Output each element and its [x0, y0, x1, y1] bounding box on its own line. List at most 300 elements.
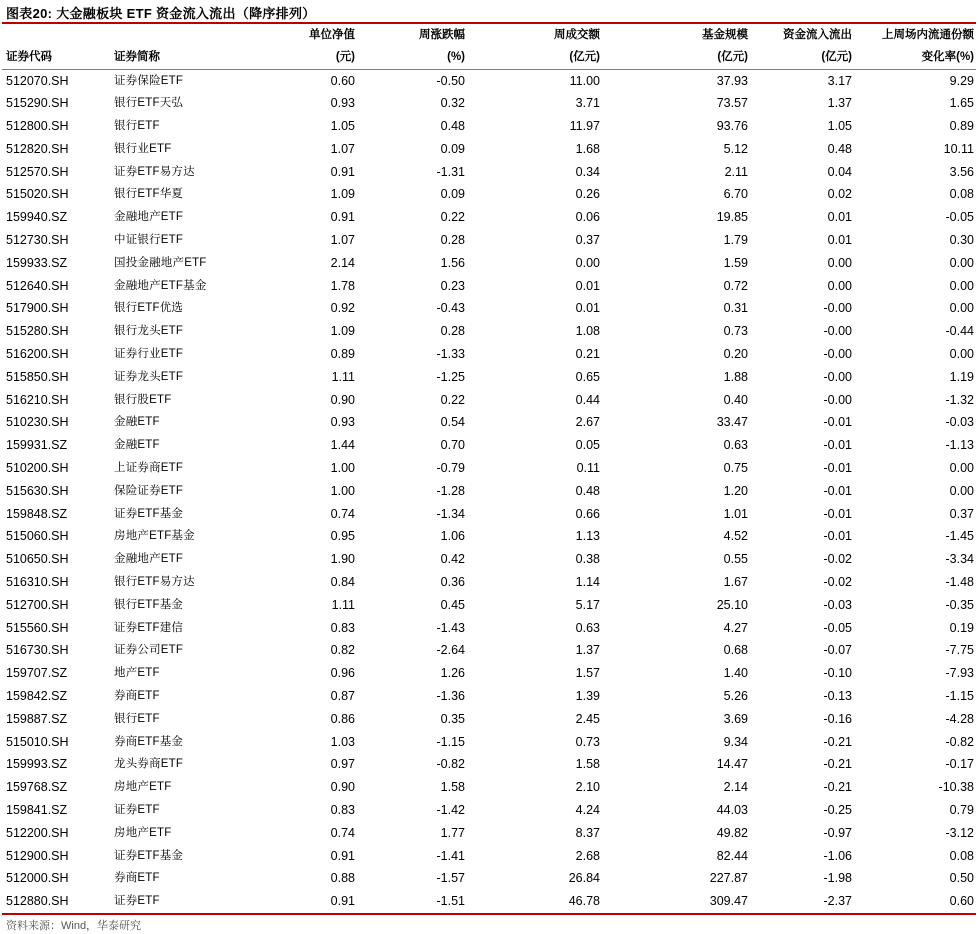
etf-name-cell: 地产ETF: [114, 667, 160, 680]
weekly-turnover-cell: 0.11: [576, 461, 600, 476]
fund-size-cell: 0.72: [723, 278, 748, 293]
weekly-change-cell: 1.06: [440, 529, 465, 544]
header-unit: (%): [357, 47, 467, 70]
nav-value-cell: 1.09: [330, 187, 355, 202]
etf-code-cell: 510200.SH: [6, 461, 69, 476]
etf-code-cell: 512000.SH: [6, 871, 69, 886]
etf-name-cell: 券商ETF: [114, 872, 160, 885]
nav-value-cell: 0.82: [330, 643, 355, 658]
weekly-turnover-cell: 0.66: [575, 506, 600, 521]
etf-flow-table: [2, 25, 976, 913]
weekly-change-cell: -1.51: [436, 894, 465, 909]
weekly-turnover-cell: 0.00: [575, 255, 600, 270]
weekly-turnover-cell: 1.58: [575, 757, 600, 772]
nav-value-cell: 1.03: [330, 734, 355, 749]
net-flow-cell: -0.21: [823, 780, 852, 795]
etf-name-cell: 证券龙头ETF: [114, 370, 184, 383]
fund-size-cell: 44.03: [716, 803, 748, 817]
weekly-change-cell: 0.09: [440, 141, 465, 156]
share-change-cell: 0.00: [949, 483, 974, 498]
nav-value-cell: 0.91: [330, 164, 355, 179]
etf-code-cell: 159841.SZ: [6, 803, 68, 817]
etf-name-cell: 金融ETF: [114, 416, 160, 429]
net-flow-cell: -0.02: [823, 575, 852, 590]
nav-value-cell: 0.87: [330, 689, 355, 704]
etf-name-cell: 证券保险ETF: [114, 74, 184, 87]
header-cell: [112, 25, 242, 47]
etf-code-cell: 512900.SH: [6, 848, 69, 863]
etf-code-cell: 510230.SH: [6, 415, 69, 430]
nav-value-cell: 1.44: [330, 438, 355, 453]
etf-name-cell: 上证券商ETF: [114, 462, 184, 475]
nav-value-cell: 0.93: [330, 415, 355, 430]
fund-size-cell: 4.27: [723, 620, 748, 635]
share-change-cell: 0.79: [949, 803, 974, 817]
header-nav: 单位净值: [309, 29, 355, 41]
etf-name-cell: 证券ETF建信: [114, 621, 184, 634]
weekly-change-cell: -1.15: [436, 734, 465, 749]
net-flow-cell: -1.98: [823, 871, 852, 886]
etf-name-cell: 银行龙头ETF: [114, 325, 184, 338]
weekly-turnover-cell: 0.21: [575, 347, 600, 362]
weekly-turnover-cell: 2.10: [575, 780, 600, 795]
fund-size-cell: 3.69: [723, 711, 748, 726]
fund-size-cell: 1.88: [723, 369, 748, 384]
net-flow-cell: 0.00: [827, 255, 852, 270]
fund-size-cell: 25.10: [716, 597, 748, 612]
net-flow-cell: 0.04: [827, 164, 852, 179]
weekly-turnover-cell: 0.65: [575, 369, 600, 384]
etf-code-cell: 159931.SZ: [6, 438, 68, 453]
table-row: [2, 776, 976, 799]
etf-name-cell: 证券ETF易方达: [114, 165, 195, 178]
share-change-cell: -1.48: [945, 575, 974, 590]
top-rule: [2, 22, 976, 24]
etf-name-cell: 券商ETF基金: [114, 735, 184, 748]
table-row: [2, 525, 976, 548]
nav-value-cell: 0.90: [330, 392, 355, 407]
header-code: 证券代码: [2, 47, 112, 70]
header-row-1: [2, 25, 976, 47]
etf-name-cell: 金融地产ETF: [114, 553, 184, 566]
nav-value-cell: 1.05: [330, 119, 355, 134]
share-change-cell: -0.03: [945, 415, 974, 430]
nav-value-cell: 1.07: [330, 141, 355, 156]
fund-size-cell: 1.40: [723, 666, 748, 681]
etf-name-cell: 银行ETF天弘: [114, 97, 184, 110]
weekly-change-cell: 0.54: [440, 415, 465, 430]
header-unit: (亿元): [602, 47, 750, 70]
etf-name-cell: 保险证券ETF: [114, 484, 184, 497]
fund-size-cell: 33.47: [716, 415, 748, 430]
etf-name-cell: 银行ETF优选: [114, 302, 184, 315]
share-change-cell: 0.00: [949, 461, 974, 476]
net-flow-cell: -0.03: [823, 597, 852, 612]
weekly-turnover-cell: 0.34: [575, 164, 600, 179]
weekly-turnover-cell: 1.68: [575, 141, 600, 156]
net-flow-cell: -0.01: [823, 415, 852, 430]
table-row: [2, 822, 976, 845]
weekly-change-cell: 0.48: [440, 119, 465, 134]
share-change-cell: 0.60: [949, 894, 974, 909]
table-row: [2, 753, 976, 776]
etf-code-cell: 159887.SZ: [6, 711, 68, 726]
net-flow-cell: -0.97: [823, 825, 852, 840]
etf-code-cell: 159707.SZ: [6, 666, 68, 681]
fund-size-cell: 1.20: [723, 483, 748, 498]
share-change-cell: 10.11: [943, 141, 974, 156]
weekly-turnover-cell: 0.06: [575, 210, 600, 225]
etf-name-cell: 银行ETF易方达: [114, 576, 195, 589]
table-row: [2, 457, 976, 480]
table-row: [2, 161, 976, 184]
weekly-change-cell: -1.41: [436, 848, 465, 863]
etf-code-cell: 515560.SH: [6, 620, 69, 635]
share-change-cell: -10.38: [938, 780, 974, 795]
table-row: [2, 639, 976, 662]
fund-size-cell: 19.85: [716, 210, 748, 225]
etf-name-cell: 证券ETF基金: [114, 507, 184, 520]
header-net-flow: 资金流入流出: [783, 29, 852, 41]
etf-code-cell: 512640.SH: [6, 278, 69, 293]
header-cell: [2, 25, 112, 47]
weekly-change-cell: 0.32: [440, 96, 465, 111]
nav-value-cell: 0.86: [330, 711, 355, 726]
fund-size-cell: 0.73: [723, 324, 748, 339]
header-unit: (亿元): [467, 47, 602, 70]
net-flow-cell: 0.01: [827, 210, 852, 225]
nav-value-cell: 0.93: [330, 96, 355, 111]
nav-value-cell: 1.07: [330, 233, 355, 248]
etf-code-cell: 515060.SH: [6, 529, 69, 544]
nav-value-cell: 1.78: [330, 278, 355, 293]
table-row: [2, 297, 976, 320]
etf-name-cell: 证券公司ETF: [114, 644, 184, 657]
weekly-turnover-cell: 0.38: [575, 552, 600, 567]
net-flow-cell: -0.01: [823, 506, 852, 521]
net-flow-cell: -0.07: [823, 643, 852, 658]
weekly-turnover-cell: 2.67: [575, 415, 600, 430]
weekly-turnover-cell: 1.08: [575, 324, 600, 339]
table-row: [2, 867, 976, 890]
nav-value-cell: 0.91: [330, 894, 355, 909]
fund-size-cell: 82.44: [716, 848, 748, 863]
weekly-change-cell: 0.28: [440, 324, 465, 339]
table-row: [2, 548, 976, 571]
nav-value-cell: 2.14: [330, 255, 355, 270]
share-change-cell: 0.50: [949, 871, 974, 886]
net-flow-cell: -0.25: [823, 803, 852, 817]
etf-code-cell: 512820.SH: [6, 141, 69, 156]
weekly-turnover-cell: 1.39: [575, 689, 600, 704]
weekly-change-cell: 1.77: [440, 825, 465, 840]
share-change-cell: -3.12: [945, 825, 974, 840]
share-change-cell: 0.30: [949, 233, 974, 248]
net-flow-cell: -0.00: [823, 392, 852, 407]
etf-code-cell: 516310.SH: [6, 575, 69, 590]
table-row: [2, 252, 976, 275]
etf-name-cell: 金融ETF: [114, 439, 160, 452]
share-change-cell: -4.28: [945, 711, 974, 726]
weekly-change-cell: 0.23: [440, 278, 465, 293]
etf-code-cell: 515020.SH: [6, 187, 69, 202]
etf-name-cell: 证券ETF: [114, 895, 160, 908]
nav-value-cell: 0.92: [330, 301, 355, 316]
net-flow-cell: -0.01: [823, 529, 852, 544]
fund-size-cell: 227.87: [709, 871, 748, 886]
share-change-cell: 1.65: [949, 96, 974, 111]
etf-name-cell: 券商ETF: [114, 690, 160, 703]
weekly-turnover-cell: 1.37: [575, 643, 600, 658]
etf-name-cell: 房地产ETF: [114, 781, 172, 794]
etf-name-cell: 银行股ETF: [114, 393, 172, 406]
weekly-change-cell: 0.35: [440, 711, 465, 726]
etf-code-cell: 515630.SH: [6, 483, 69, 498]
figure-caption: 图表20: 大金融板块 ETF 资金流入流出（降序排列）: [6, 6, 316, 21]
nav-value-cell: 1.00: [330, 461, 355, 476]
etf-code-cell: 515280.SH: [6, 324, 69, 339]
table-row: [2, 275, 976, 298]
weekly-turnover-cell: 0.01: [575, 278, 600, 293]
nav-value-cell: 0.74: [330, 506, 355, 521]
table-row: [2, 662, 976, 685]
etf-name-cell: 银行ETF基金: [114, 598, 184, 611]
etf-name-cell: 金融地产ETF: [114, 211, 184, 224]
share-change-cell: 0.08: [949, 187, 974, 202]
fund-size-cell: 5.12: [723, 141, 748, 156]
table-row: [2, 389, 976, 412]
table-row: [2, 890, 976, 913]
weekly-turnover-cell: 46.78: [568, 894, 600, 909]
share-change-cell: -7.93: [945, 666, 974, 681]
source-note: 资料来源：Wind，华泰研究: [6, 920, 142, 932]
weekly-turnover-cell: 1.14: [575, 575, 600, 590]
weekly-turnover-cell: 2.45: [575, 711, 600, 726]
weekly-turnover-cell: 0.63: [575, 620, 600, 635]
weekly-change-cell: 0.70: [440, 438, 465, 453]
nav-value-cell: 1.11: [331, 597, 355, 612]
etf-code-cell: 512730.SH: [6, 233, 69, 248]
fund-size-cell: 0.55: [723, 552, 748, 567]
etf-code-cell: 512200.SH: [6, 825, 69, 840]
etf-name-cell: 银行ETF华夏: [114, 188, 184, 201]
fund-size-cell: 0.68: [723, 643, 748, 658]
net-flow-cell: 1.05: [827, 119, 852, 134]
weekly-change-cell: 0.28: [440, 233, 465, 248]
etf-code-cell: 512070.SH: [6, 73, 69, 88]
net-flow-cell: -0.01: [823, 461, 852, 476]
table-header: [2, 25, 976, 69]
weekly-turnover-cell: 5.17: [575, 597, 600, 612]
fund-size-cell: 93.76: [716, 119, 748, 134]
nav-value-cell: 1.00: [330, 483, 355, 498]
etf-code-cell: 515010.SH: [6, 734, 69, 749]
weekly-change-cell: -2.64: [436, 643, 465, 658]
weekly-change-cell: -0.82: [436, 757, 465, 772]
etf-code-cell: 512800.SH: [6, 119, 69, 134]
table-row: [2, 138, 976, 161]
weekly-change-cell: -1.33: [436, 347, 465, 362]
net-flow-cell: 0.48: [827, 141, 852, 156]
etf-name-cell: 房地产ETF: [114, 826, 172, 839]
etf-code-cell: 515290.SH: [6, 96, 69, 111]
nav-value-cell: 0.84: [330, 575, 355, 590]
fund-size-cell: 1.59: [723, 255, 748, 270]
weekly-turnover-cell: 0.05: [575, 438, 600, 453]
weekly-change-cell: 0.22: [440, 210, 465, 225]
fund-size-cell: 0.40: [723, 392, 748, 407]
fund-size-cell: 2.14: [723, 780, 748, 795]
table-row: [2, 343, 976, 366]
net-flow-cell: -0.00: [823, 301, 852, 316]
weekly-turnover-cell: 11.97: [569, 119, 600, 134]
fund-size-cell: 1.67: [723, 575, 748, 590]
net-flow-cell: -0.00: [823, 347, 852, 362]
table-row: [2, 92, 976, 115]
weekly-change-cell: 0.09: [440, 187, 465, 202]
weekly-change-cell: 0.22: [440, 392, 465, 407]
header-weekly-turnover: 周成交额: [554, 29, 600, 41]
share-change-cell: -0.82: [945, 734, 974, 749]
fund-size-cell: 9.34: [723, 734, 748, 749]
table-row: [2, 229, 976, 252]
weekly-turnover-cell: 2.68: [575, 848, 600, 863]
etf-name-cell: 龙头券商ETF: [114, 758, 184, 771]
table-row: [2, 708, 976, 731]
bottom-rule: [2, 913, 976, 915]
weekly-turnover-cell: 0.26: [575, 187, 600, 202]
table-row: [2, 434, 976, 457]
share-change-cell: 0.19: [949, 620, 974, 635]
fund-size-cell: 73.57: [716, 96, 748, 111]
fund-size-cell: 5.26: [723, 689, 748, 704]
net-flow-cell: 0.02: [827, 187, 852, 202]
fund-size-cell: 1.79: [723, 233, 748, 248]
etf-code-cell: 512570.SH: [6, 164, 69, 179]
weekly-turnover-cell: 0.48: [575, 483, 600, 498]
share-change-cell: -3.34: [945, 552, 974, 567]
table-row: [2, 731, 976, 754]
share-change-cell: 0.37: [949, 506, 974, 521]
etf-name-cell: 银行ETF: [114, 712, 160, 725]
net-flow-cell: -0.13: [823, 689, 852, 704]
etf-code-cell: 512700.SH: [6, 597, 69, 612]
nav-value-cell: 0.74: [330, 825, 355, 840]
table-row: [2, 571, 976, 594]
share-change-cell: 0.89: [949, 119, 974, 134]
etf-code-cell: 512880.SH: [6, 894, 69, 909]
weekly-change-cell: 1.56: [440, 255, 465, 270]
nav-value-cell: 0.91: [330, 848, 355, 863]
fund-size-cell: 37.93: [716, 73, 748, 88]
net-flow-cell: -0.21: [823, 757, 852, 772]
share-change-cell: 3.56: [949, 164, 974, 179]
table-row: [2, 480, 976, 503]
fund-size-cell: 2.11: [724, 164, 748, 179]
etf-code-cell: 516200.SH: [6, 347, 69, 362]
weekly-turnover-cell: 1.57: [575, 666, 600, 681]
table-row: [2, 503, 976, 526]
share-change-cell: 0.00: [949, 301, 974, 316]
etf-code-cell: 516730.SH: [6, 643, 69, 658]
etf-name-cell: 银行ETF: [114, 120, 160, 133]
table-row: [2, 183, 976, 206]
table-row: [2, 799, 976, 822]
share-change-cell: -1.15: [945, 689, 974, 704]
weekly-change-cell: 0.36: [440, 575, 465, 590]
weekly-change-cell: 0.42: [440, 552, 465, 567]
table-body: [2, 69, 976, 913]
net-flow-cell: -0.02: [823, 552, 852, 567]
table-row: [2, 115, 976, 138]
table-row: [2, 845, 976, 868]
weekly-change-cell: -1.42: [436, 803, 465, 817]
share-change-cell: 0.00: [949, 347, 974, 362]
share-change-cell: -0.17: [945, 757, 974, 772]
nav-value-cell: 0.89: [330, 347, 355, 362]
etf-name-cell: 金融地产ETF基金: [114, 279, 207, 292]
header-weekly-change: 周涨跌幅: [419, 29, 465, 41]
weekly-turnover-cell: 0.73: [575, 734, 600, 749]
weekly-change-cell: 1.26: [440, 666, 465, 681]
nav-value-cell: 0.97: [330, 757, 355, 772]
share-change-cell: 0.08: [949, 848, 974, 863]
etf-code-cell: 159993.SZ: [6, 757, 68, 772]
net-flow-cell: 0.01: [827, 233, 852, 248]
weekly-turnover-cell: 4.24: [575, 803, 600, 817]
etf-name-cell: 中证银行ETF: [114, 234, 184, 247]
header-row-2: [2, 47, 976, 70]
net-flow-cell: -0.01: [823, 483, 852, 498]
net-flow-cell: -0.01: [823, 438, 852, 453]
table-row: [2, 685, 976, 708]
weekly-change-cell: -1.28: [436, 483, 465, 498]
share-change-cell: 0.00: [949, 255, 974, 270]
etf-code-cell: 510650.SH: [6, 552, 69, 567]
table-row: [2, 69, 976, 92]
share-change-cell: -7.75: [945, 643, 974, 658]
weekly-change-cell: -1.57: [436, 871, 465, 886]
share-change-cell: -0.05: [945, 210, 974, 225]
net-flow-cell: 1.37: [827, 96, 852, 111]
weekly-turnover-cell: 0.37: [575, 233, 600, 248]
fund-size-cell: 49.82: [716, 825, 748, 840]
header-unit: 变化率(%): [854, 47, 976, 70]
nav-value-cell: 0.96: [330, 666, 355, 681]
weekly-turnover-cell: 26.84: [568, 871, 600, 886]
weekly-change-cell: -0.50: [436, 73, 465, 88]
fund-size-cell: 0.75: [723, 461, 748, 476]
nav-value-cell: 0.88: [330, 871, 355, 886]
header-name: 证券简称: [112, 47, 242, 70]
weekly-change-cell: -1.34: [436, 506, 465, 521]
weekly-turnover-cell: 11.00: [569, 73, 600, 88]
etf-code-cell: 515850.SH: [6, 369, 69, 384]
weekly-turnover-cell: 1.13: [575, 529, 600, 544]
share-change-cell: 0.00: [949, 278, 974, 293]
net-flow-cell: -0.00: [823, 324, 852, 339]
net-flow-cell: -1.06: [823, 848, 852, 863]
net-flow-cell: -0.16: [823, 711, 852, 726]
etf-name-cell: 证券ETF基金: [114, 849, 184, 862]
etf-code-cell: 159940.SZ: [6, 210, 68, 225]
etf-name-cell: 房地产ETF基金: [114, 530, 195, 543]
weekly-turnover-cell: 0.44: [575, 392, 600, 407]
weekly-change-cell: 1.58: [440, 780, 465, 795]
nav-value-cell: 0.83: [330, 803, 355, 817]
share-change-cell: -0.35: [945, 597, 974, 612]
nav-value-cell: 0.83: [330, 620, 355, 635]
